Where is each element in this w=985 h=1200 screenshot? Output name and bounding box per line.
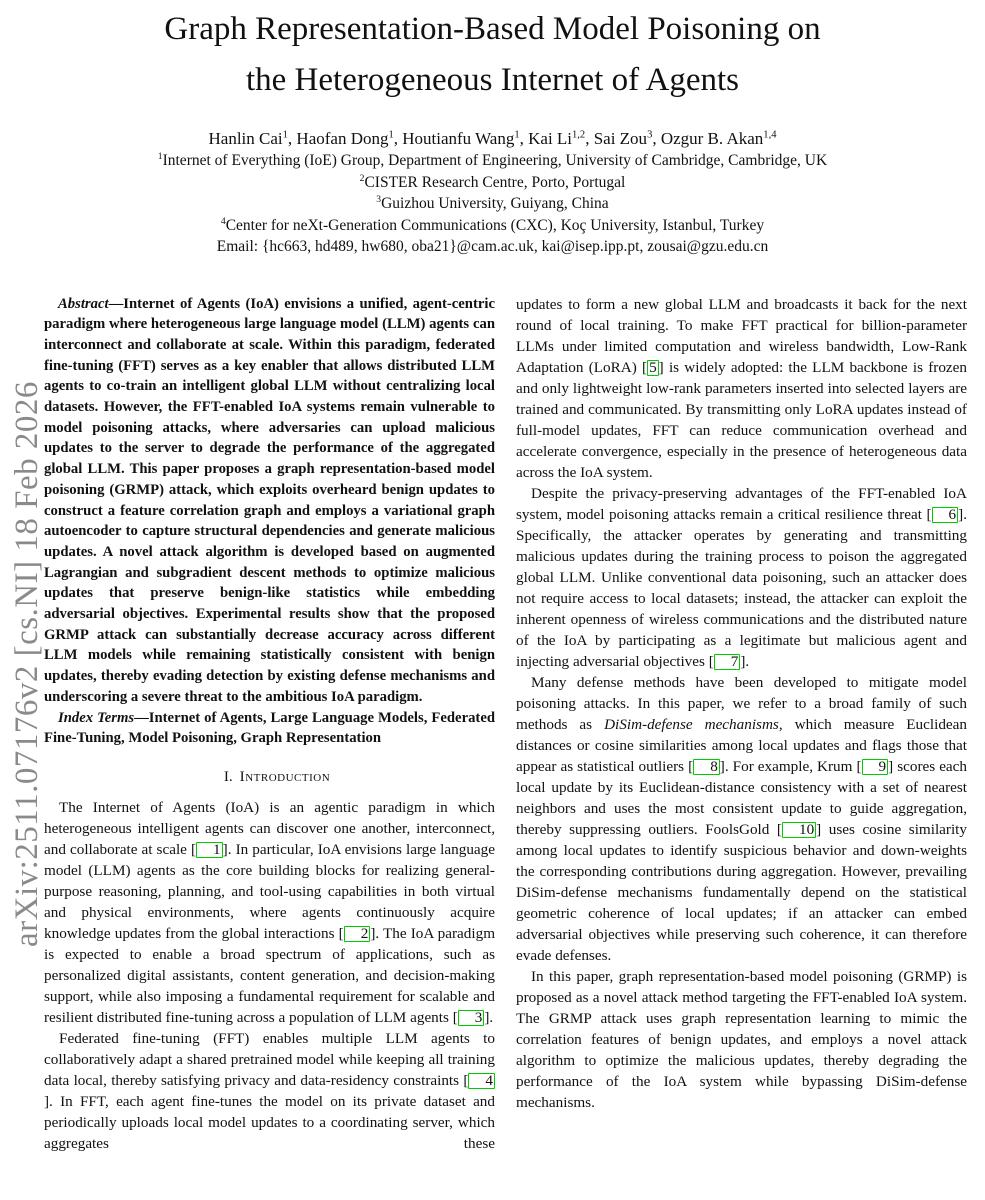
section-number: I. [223,767,233,785]
citation-link[interactable]: 10 [782,822,816,838]
citation-link[interactable]: 8 [693,759,720,775]
body-paragraph: In this paper, graph representation-based model poisoning (GRMP) is proposed as a novel attack method targeting the FFT-enabled IoA system. The GRMP attack uses graph representation learning to mimic the correlation features of benign updates, and employs a novel attack algorithm to optimize the malicious updates, thereby degrading the performance of the IoA system while bypassing DiSim-defense mechanisms. [516,967,967,1111]
index-terms-text: —Internet of Agents, Large Language Models, Federated Fine-Tuning, Model Poisoning, Graph Representation [44,709,496,747]
paper-title-line1: Graph Representation-Based Model Poisoning on [164,11,821,47]
abstract [44,294,495,708]
author-list: Hanlin Cai$^1$, Haofan Dong$^1$, Houtianfu Wang$^1$, Kai Li$^{1,2}$, Sai Zou$^3$, Ozgur B. Akan$^{1,4}$ [208,129,777,148]
section-title: Introduction [239,767,331,785]
citation-link[interactable]: 3 [458,1010,485,1026]
arxiv-stamp: arXiv:2511.07176v2 [cs.NI] 18 Feb 2026 [9,381,45,947]
index-terms-lead: Index Terms [58,709,135,726]
paper-title-line2: the Heterogeneous Internet of Agents [245,62,739,98]
email-line: Email: {hc663, hd489, hw680, oba21}@cam.ac.uk, kai@isep.ipp.pt, zousai@gzu.edu.cn [216,238,769,255]
citation-link[interactable]: 4 [468,1073,495,1089]
authors-block [0,127,985,258]
right-column [516,294,967,1154]
body-paragraph: Many defense methods have been developed to mitigate model poisoning attacks. In this paper, we refer to a broad family of such methods as DiSim-defense mechanisms, which measure Euclidean distances or cosine similarities among local updates and flags those that appear as statistical outliers [ 8 ]. For example, Krum [ 9 ] scores each local update by its Euclidean-distance consistency with a set of nearest neighbors and uses the most consistent update to guide aggregation, thereby suppressing outliers. FoolsGold [ 10 ] uses cosine similarity among local updates to identify suspicious behavior and down-weights the corresponding contributions during aggregation. However, prevailing DiSim-defense mechanisms fundamentally depend on the statistical geometric coherence of local updates; if an attacker can embed adversarial objectives while preserving such coherence, it can therefore evade defenses. [516,673,968,964]
section-heading-introduction [44,766,495,787]
body-paragraph: updates to form a new global LLM and broadcasts it back for the next round of local training. To make FFT practical for billion-parameter LLMs under limited computation and wireless bandwidth, Low-Rank Adaptation (LoRA) [ 5 ] is widely adopted: the LLM backbone is frozen and only lightweight low-rank parameters inserted into selected layers are trained and communicated. By transmitting only LoRA updates instead of full-model updates, FFT can reduce communication overhead and accelerate convergence, especially in the presence of heterogeneous data across the IoA system. [516,295,967,481]
left-column [44,294,495,1154]
body-paragraph: Federated fine-tuning (FFT) enables multiple LLM agents to collaboratively adapt a shared pretrained model while keeping all training data local, thereby satisfying privacy and data-residency constraints [ 4]. In FFT, each agent fine-tunes the model on its private dataset and periodically uploads local model updates to a coordinating server, which aggregates these [44,1029,495,1152]
abstract-text: —Internet of Agents (IoA) envisions a unified, agent-centric paradigm where heterogeneous large language model (LLM) agents can interconnect and collaborate at scale. Within this paradigm, federated fine-tuning (FFT) serves as a key enabler that allows distributed LLM agents to co-train an intelligent global LLM without centralizing local datasets. However, the FFT-enabled IoA systems remain vulnerable to model poisoning attacks, where adversaries can upload malicious updates to the server to degrade the performance of the aggregated global LLM. This paper proposes a graph representation-based model poisoning (GRMP) attack, which exploits overheard benign updates to construct a feature correlation graph and employs a variational graph autoencoder to capture structural dependencies and generate malicious updates. A novel attack algorithm is developed based on augmented Lagrangian and subgradient descent methods to optimize malicious updates that preserve benign-like statistics while embedding adversarial objectives. Experimental results show that the proposed GRMP attack can substantially decrease accuracy across different LLM models while remaining statistically consistent with benign updates, thereby evading detection by existing defense mechanisms and underscoring a severe threat to the ambitious IoA paradigm. [44,295,495,705]
abstract-lead: Abstract [58,295,109,312]
paper-title [60,4,925,106]
body-paragraph: The Internet of Agents (IoA) is an agentic paradigm in which heterogeneous intelligent agents can discover one another, interconnect, and collaborate at scale [ 1 ]. In particular, IoA envisions large language model (LLM) agents as the core building blocks for realizing general-purpose reasoning, planning, and tool-using capabilities in both virtual and physical environments, where agents continuously acquire knowledge updates from the global interactions [ 2 ]. The IoA paradigm is expected to enable a broad spectrum of applications, such as personalized digital assistants, content generation, and decision-making support, while also imposing a fundamental requirement for scalable and resilient distributed fine-tuning across a population of LLM agents [ 3 ]. [44,798,496,1026]
affiliation-4: $^4$Center for neXt-Generation Communications (CXC), Koç University, Istanbul, Turkey [220,215,765,234]
citation-link[interactable]: 1 [196,842,223,858]
affiliation-3: $^3$Guizhou University, Guiyang, China [376,193,609,212]
two-column-body [44,294,967,1154]
citation-link[interactable]: 6 [932,507,959,523]
affiliation-1: $^1$Internet of Everything (IoE) Group, Department of Engineering, University of Cambridge, Cambridge, UK [157,150,828,169]
citation-link[interactable]: 5 [649,358,657,376]
affiliation-2: $^2$CISTER Research Centre, Porto, Portugal [359,172,626,191]
citation-link[interactable]: 9 [862,759,889,775]
body-paragraph: Despite the privacy-preserving advantages of the FFT-enabled IoA system, model poisoning attacks remain a critical resilience threat [ 6 ]. Specifically, the attacker operates by generating and transmitting malicious updates during the training process to poison the aggregated global LLM. Unlike conventional data poisoning, such an attacker does not require access to local datasets; instead, the attacker can exploit the inherent openness of wireless communications and the distributed nature of the IoA by participating as a legitimate but malicious agent and injecting adversarial objectives [ 7 ]. [516,484,967,670]
citation-link[interactable]: 2 [344,926,371,942]
citation-link[interactable]: 7 [714,654,741,670]
index-terms [44,708,495,749]
